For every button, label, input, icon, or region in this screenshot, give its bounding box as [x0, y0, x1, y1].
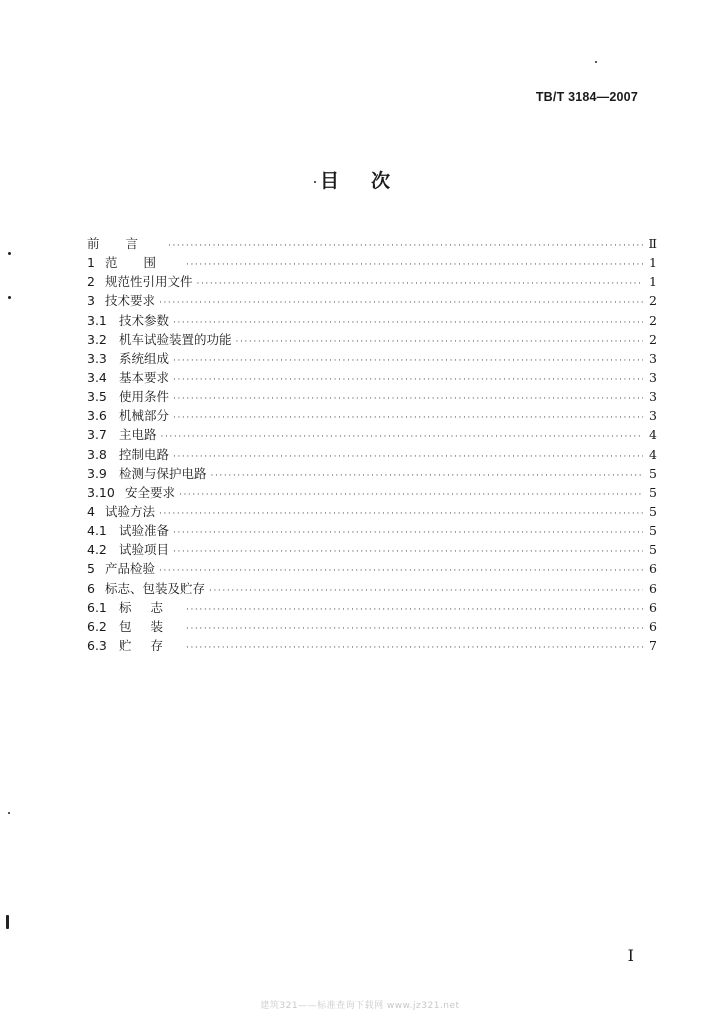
toc-entry-3-9[interactable] — [87, 464, 657, 483]
toc-entry-3-5[interactable] — [87, 387, 657, 406]
toc-entry-label: 试验项目 — [119, 542, 170, 558]
toc-leader-dots — [186, 601, 643, 620]
table-of-contents — [87, 234, 657, 655]
scan-speck — [314, 181, 316, 183]
toc-entry-page: 3 — [649, 369, 657, 385]
toc-entry-number: 3 — [87, 293, 95, 309]
toc-entry-3-2[interactable] — [87, 330, 657, 349]
toc-entry-label: 使用条件 — [119, 389, 170, 405]
toc-leader-dots — [173, 409, 643, 428]
toc-entry-label: 试验准备 — [119, 523, 170, 539]
toc-entry-6[interactable] — [87, 579, 657, 598]
toc-entry-page: 3 — [649, 350, 657, 366]
toc-entry-number: 6.2 — [87, 618, 107, 634]
page-number: I — [627, 946, 634, 965]
toc-leader-dots — [186, 639, 643, 658]
toc-entry-number: 6 — [87, 580, 95, 596]
scan-speck — [595, 61, 597, 63]
toc-entry-3-10[interactable] — [87, 483, 657, 502]
toc-entry-number: 4.1 — [87, 523, 107, 539]
toc-entry-4-2[interactable] — [87, 540, 657, 559]
toc-entry-page: 3 — [649, 408, 657, 424]
toc-entry-label: 基本要求 — [119, 369, 170, 385]
scan-speck — [6, 915, 9, 929]
toc-entry-number: 3.8 — [87, 446, 107, 462]
toc-entry-3-7[interactable] — [87, 425, 657, 444]
toc-entry-page: 1 — [649, 255, 657, 271]
toc-leader-dots — [179, 486, 643, 505]
toc-entry-label: 控制电路 — [119, 446, 170, 462]
toc-entry-number: 3.9 — [87, 465, 107, 481]
toc-entry-number: 5 — [87, 561, 95, 577]
toc-entry-number: 6.1 — [87, 599, 107, 615]
toc-entry-label: 前言 — [87, 236, 165, 251]
toc-entry-label: 技术参数 — [119, 312, 170, 328]
toc-entry-label: 试验方法 — [105, 503, 156, 519]
toc-entry-6-3[interactable] — [87, 636, 657, 655]
toc-entry-label: 系统组成 — [119, 350, 170, 366]
toc-leader-dots — [168, 237, 643, 256]
toc-entry-5[interactable] — [87, 559, 657, 578]
toc-leader-dots — [173, 524, 643, 543]
toc-entry-label: 机车试验装置的功能 — [119, 331, 232, 347]
toc-leader-dots — [173, 314, 643, 333]
document-code: TB/T 3184—2007 — [535, 90, 638, 104]
toc-entry-label: 包装 — [119, 618, 183, 634]
toc-entry-4[interactable] — [87, 502, 657, 521]
toc-entry-page: Ⅱ — [648, 236, 657, 251]
toc-entry-page: 5 — [649, 484, 657, 500]
toc-entry-page: 5 — [649, 465, 657, 481]
toc-entry-3-3[interactable] — [87, 349, 657, 368]
toc-leader-dots — [173, 352, 643, 371]
toc-entry-page: 7 — [649, 637, 657, 653]
scan-speck — [8, 812, 10, 814]
toc-entry-page: 4 — [649, 446, 657, 462]
toc-entry-label: 规范性引用文件 — [105, 274, 193, 290]
toc-entry-preface[interactable] — [87, 234, 657, 253]
toc-entry-page: 5 — [649, 542, 657, 558]
toc-entry-number: 1 — [87, 255, 95, 271]
toc-leader-dots — [173, 448, 643, 467]
toc-leader-dots — [197, 275, 643, 294]
toc-entry-page: 1 — [649, 274, 657, 290]
toc-entry-page: 6 — [649, 561, 657, 577]
toc-entry-1[interactable] — [87, 253, 657, 272]
toc-entry-label: 范围 — [105, 255, 183, 271]
toc-entry-label: 标志 — [119, 599, 183, 615]
toc-entry-page: 5 — [649, 523, 657, 539]
toc-entry-label: 技术要求 — [105, 293, 156, 309]
toc-entry-3-1[interactable] — [87, 311, 657, 330]
toc-entry-label: 产品检验 — [105, 561, 156, 577]
toc-entry-label: 安全要求 — [125, 484, 176, 500]
toc-entry-page: 5 — [649, 503, 657, 519]
toc-entry-page: 4 — [649, 427, 657, 443]
toc-leader-dots — [173, 390, 643, 409]
toc-leader-dots — [159, 294, 643, 313]
toc-entry-3-4[interactable] — [87, 368, 657, 387]
toc-leader-dots — [211, 467, 643, 486]
toc-entry-number: 4 — [87, 503, 95, 519]
toc-entry-page: 6 — [649, 580, 657, 596]
toc-entry-label: 标志、包装及贮存 — [105, 580, 206, 596]
toc-leader-dots — [159, 505, 643, 524]
toc-entry-label: 贮存 — [119, 637, 183, 653]
toc-entry-number: 4.2 — [87, 542, 107, 558]
toc-leader-dots — [173, 543, 643, 562]
toc-entry-3-6[interactable] — [87, 406, 657, 425]
toc-entry-4-1[interactable] — [87, 521, 657, 540]
toc-entry-page: 2 — [649, 312, 657, 328]
scan-speck — [8, 252, 11, 255]
toc-entry-number: 3.1 — [87, 312, 107, 328]
toc-entry-6-2[interactable] — [87, 617, 657, 636]
toc-entry-page: 3 — [649, 389, 657, 405]
toc-entry-page: 6 — [649, 618, 657, 634]
toc-entry-page: 6 — [649, 599, 657, 615]
toc-entry-2[interactable] — [87, 272, 657, 291]
toc-leader-dots — [173, 371, 643, 390]
toc-entry-number: 3.10 — [87, 484, 115, 500]
toc-entry-number: 3.7 — [87, 427, 107, 443]
toc-leader-dots — [161, 428, 643, 447]
toc-entry-label: 主电路 — [119, 427, 157, 443]
scan-speck — [8, 296, 11, 299]
toc-entry-label: 机械部分 — [119, 408, 170, 424]
toc-entry-3[interactable] — [87, 291, 657, 310]
toc-entry-3-8[interactable] — [87, 445, 657, 464]
toc-entry-page: 2 — [649, 331, 657, 347]
toc-entry-number: 2 — [87, 274, 95, 290]
toc-leader-dots — [186, 620, 643, 639]
toc-entry-number: 3.2 — [87, 331, 107, 347]
toc-entry-page: 2 — [649, 293, 657, 309]
toc-entry-number: 3.3 — [87, 350, 107, 366]
toc-entry-number: 3.4 — [87, 369, 107, 385]
footer-watermark: 建筑321——标准查询下载网 www.jz321.net — [260, 1001, 460, 1011]
toc-entry-number: 3.6 — [87, 408, 107, 424]
toc-entry-6-1[interactable] — [87, 598, 657, 617]
toc-leader-dots — [159, 562, 643, 581]
toc-leader-dots — [209, 582, 643, 601]
toc-entry-label: 检测与保护电路 — [119, 465, 207, 481]
toc-title: 目次 — [319, 170, 422, 192]
toc-entry-number: 3.5 — [87, 389, 107, 405]
toc-leader-dots — [236, 333, 643, 352]
toc-leader-dots — [186, 256, 643, 275]
toc-entry-number: 6.3 — [87, 637, 107, 653]
